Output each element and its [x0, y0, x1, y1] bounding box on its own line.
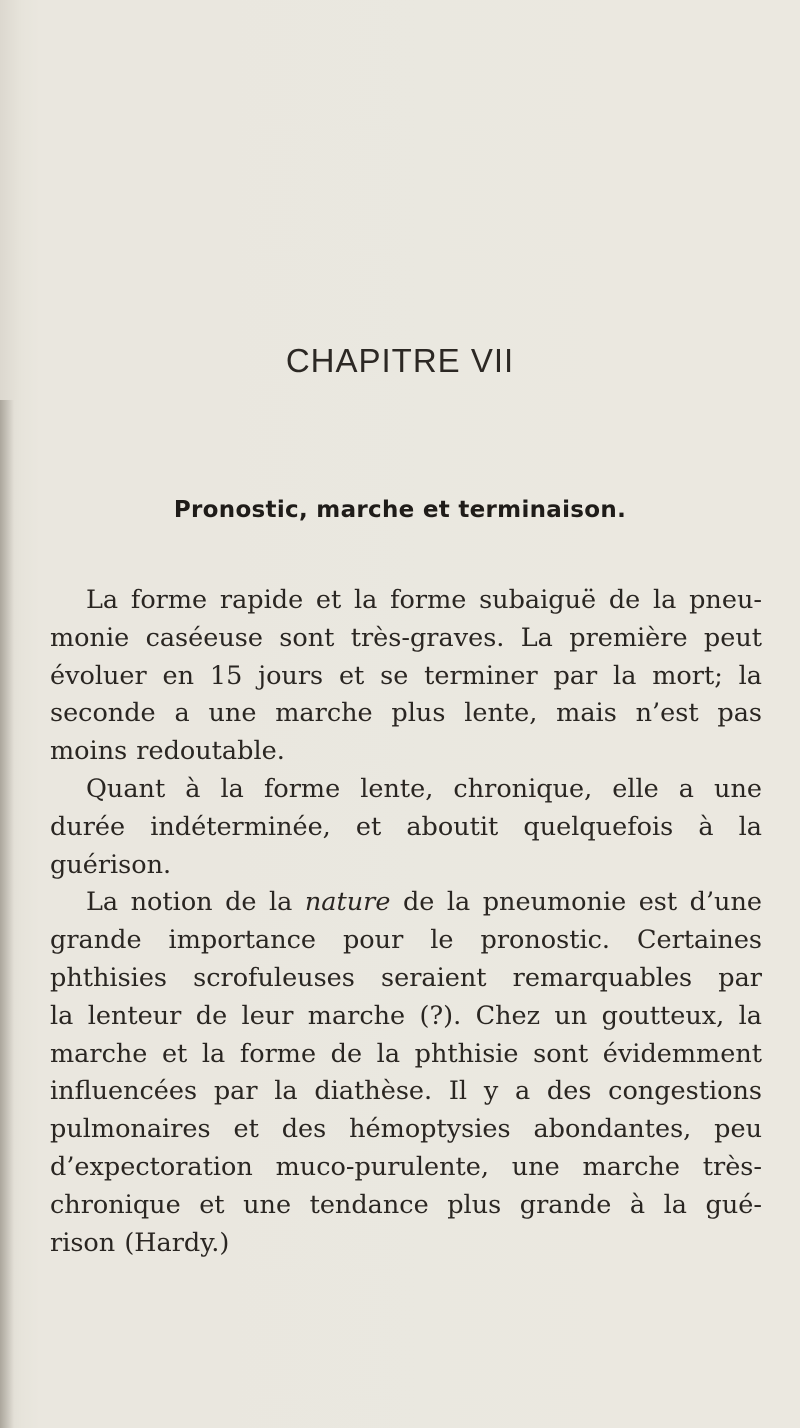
- text-line: rison (Hardy.): [50, 1227, 230, 1258]
- text-line: pulmonaires et des hémoptysies abondantes, peu: [50, 1114, 762, 1145]
- text-line: évoluer en 15 jours et se terminer par la mort; la: [50, 660, 762, 691]
- text-line: chronique et une tendance plus grande à la gué-: [50, 1189, 762, 1220]
- text-line: phthisies scrofuleuses seraient remarquables par: [50, 962, 762, 993]
- section-title: Pronostic, marche et terminaison.: [173, 497, 627, 523]
- text-line: monie caséeuse sont très-graves. La première peut: [50, 622, 762, 653]
- text-line: La forme rapide et la forme subaiguë de la pneu-: [86, 585, 762, 615]
- text-line: guérison.: [50, 849, 172, 880]
- text-line: [50, 884, 762, 922]
- text-line: grande importance pour le pronostic. Certaines: [50, 925, 762, 956]
- binding-shadow: [0, 400, 14, 1428]
- text-run: La notion de la: [86, 887, 305, 918]
- text-line: seconde a une marche plus lente, mais n’est pas: [50, 698, 762, 729]
- text-line: influencées par la diathèse. Il y a des congestions: [50, 1076, 762, 1107]
- text-line: moins redoutable.: [50, 736, 285, 767]
- emphasis-text: nature: [304, 887, 391, 918]
- chapter-title: CHAPITRE VII: [285, 342, 515, 379]
- text-line: la lenteur de leur marche (?). Chez un goutteux, la: [50, 1000, 762, 1031]
- text-run: de la pneumonie est d’une: [390, 887, 762, 918]
- text-line: Quant à la forme lente, chronique, elle a une: [86, 773, 762, 804]
- text-line: marche et la forme de la phthisie sont évidemment: [50, 1038, 762, 1069]
- text-line: durée indéterminée, et aboutit quelquefois à la: [50, 811, 762, 842]
- body-text: [50, 582, 762, 1262]
- text-line: d’expectoration muco-purulente, une marche très-: [50, 1151, 762, 1182]
